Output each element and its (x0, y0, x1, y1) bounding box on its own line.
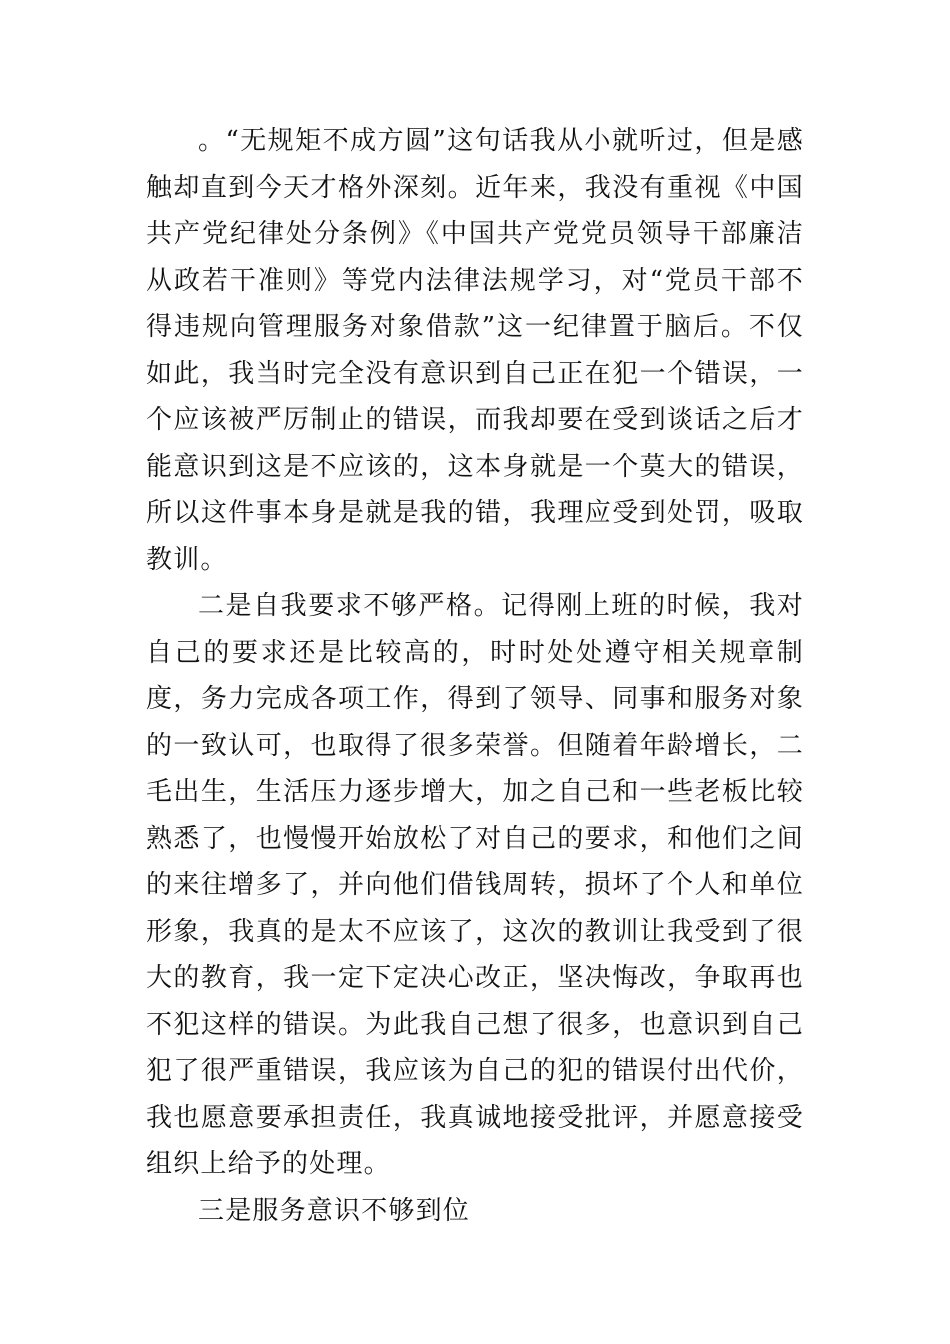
paragraph-3: 三是服务意识不够到位 (198, 1195, 471, 1226)
document-body (146, 118, 804, 1234)
paragraph-2: 二是自我要求不够严格。记得刚上班的时候，我对自己的要求还是比较高的，时时处处遵守相关规章制度，务力完成各项工作，得到了领导、同事和服务对象的一致认可，也取得了很多荣誉。但随着年龄增长，二毛出生，生活压力逐步增大，加之自己和一些老板比较熟悉了，也慢慢开始放松了对自己的要求，和他们之间的来往增多了，并向他们借钱周转，损坏了个人和单位形象，我真的是太不应该了，这次的教训让我受到了很大的教育，我一定下定决心改正，坚决悔改，争取再也不犯这样的错误。为此我自己想了很多，也意识到自己犯了很严重错误，我应该为自己的犯的错误付出代价，我也愿意要承担责任，我真诚地接受批评，并愿意接受组织上给予的处理。 (146, 591, 804, 1179)
paragraph-1: 。“无规矩不成方圆”这句话我从小就听过，但是感触却直到今天才格外深刻。近年来，我没有重视《中国共产党纪律处分条例》《中国共产党党员领导干部廉洁从政若干准则》等党内法律法规学习，对“党员干部不得违规向管理服务对象借款”这一纪律置于脑后。不仅如此，我当时完全没有意识到自己正在犯一个错误，一个应该被严厉制止的错误，而我却要在受到谈话之后才能意识到这是不应该的，这本身就是一个莫大的错误，所以这件事本身是就是我的错，我理应受到处罚，吸取教训。 (146, 126, 804, 575)
